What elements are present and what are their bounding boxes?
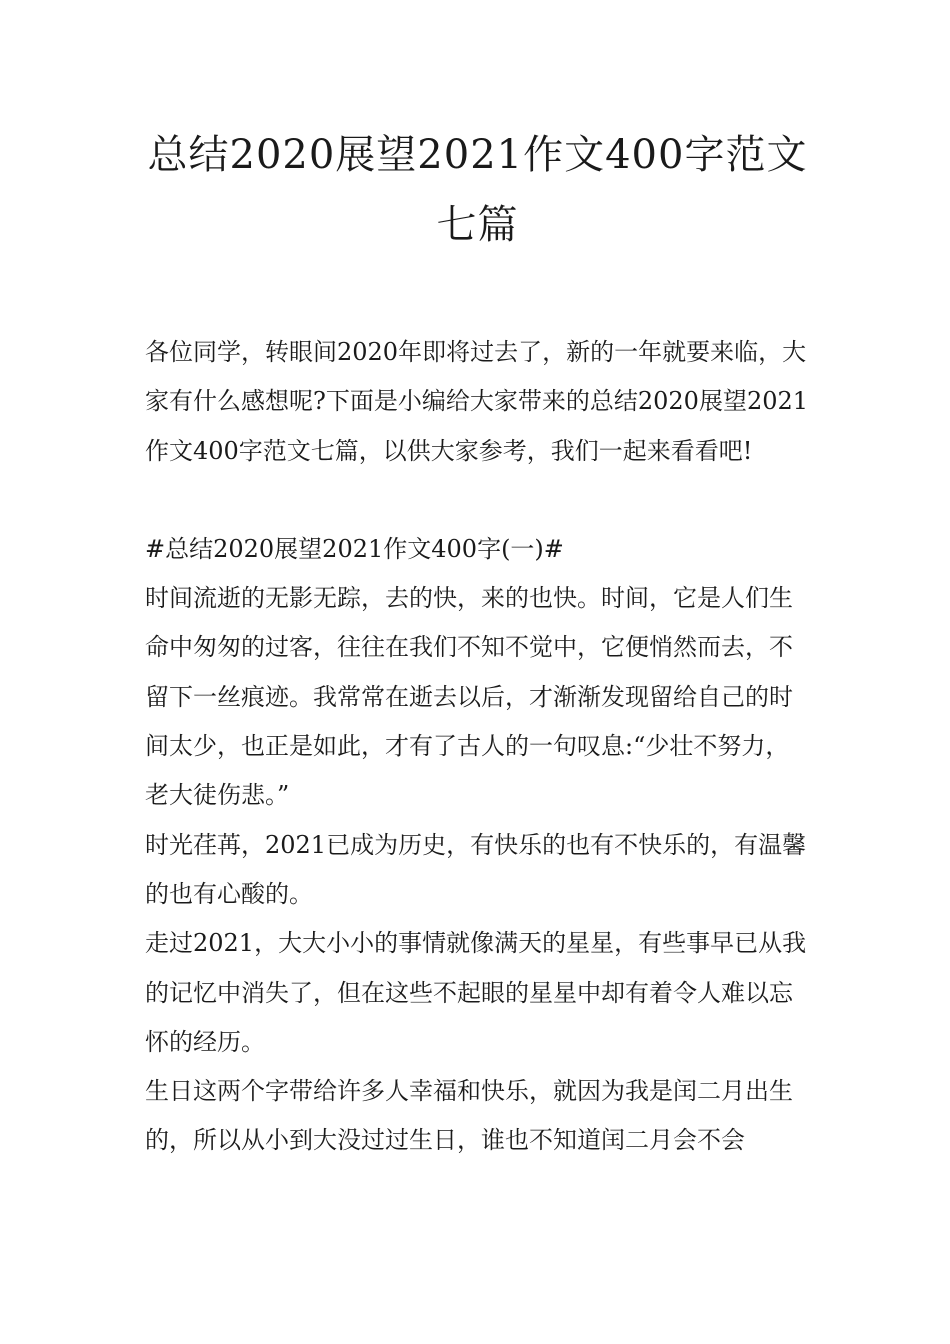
body-paragraph-4: 生日这两个字带给许多人幸福和快乐，就因为我是闰二月出生的，所以从小到大没过过生日，谁也不知道闰二月会不会 (145, 1077, 793, 1155)
body-paragraph-2: 时光荏苒，2021已成为历史，有快乐的也有不快乐的，有温馨的也有心酸的。 (145, 830, 807, 908)
section-spacer (145, 476, 810, 525)
document-page (145, 120, 810, 1166)
document-title (145, 120, 810, 260)
title-line-1: 总结2020展望2021作文400字范文 (147, 132, 808, 178)
section-heading: #总结2020展望2021作文400字(一)# (145, 534, 564, 563)
intro-paragraph: 各位同学，转眼间2020年即将过去了，新的一年就要来临，大家有什么感想呢?下面是小编给大家带来的总结2020展望2021作文400字范文七篇，以供大家参考，我们一起来看看吧! (145, 338, 809, 465)
body-paragraph-3: 走过2021，大大小小的事情就像满天的星星，有些事早已从我的记忆中消失了，但在这些不起眼的星星中却有着令人难以忘怀的经历。 (145, 929, 807, 1056)
body-paragraph-1: 时间流逝的无影无踪，去的快，来的也快。时间，它是人们生命中匆匆的过客，往往在我们不知不觉中，它便悄然而去，不留下一丝痕迹。我常常在逝去以后，才渐渐发现留给自己的时间太少，也正是如此，才有了古人的一句叹息:“少壮不努力，老大徒伤悲。” (145, 584, 793, 810)
document-body (145, 328, 810, 1166)
title-line-2: 七篇 (436, 202, 519, 248)
